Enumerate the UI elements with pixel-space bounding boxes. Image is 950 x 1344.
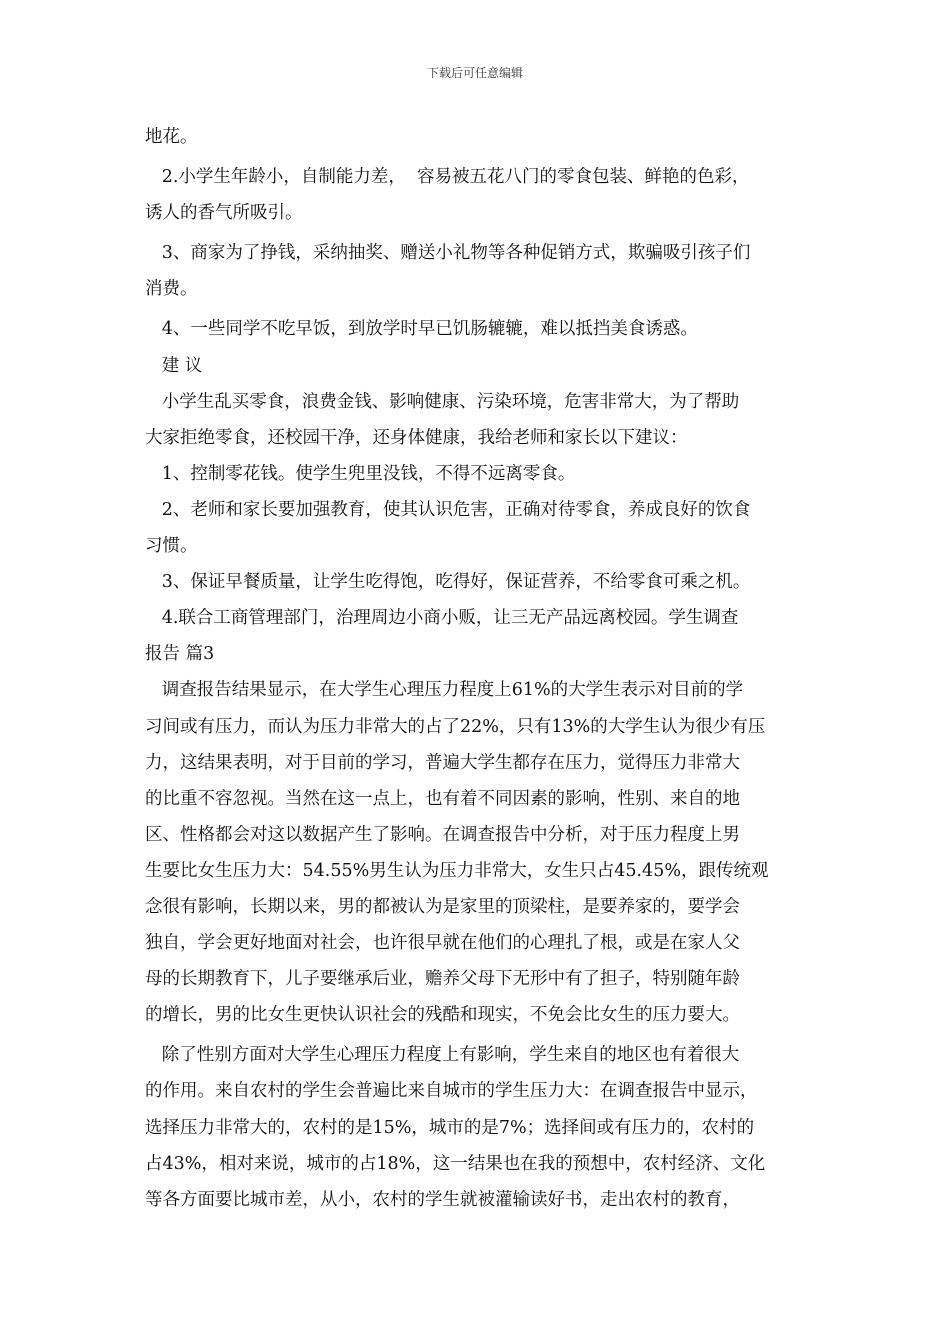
text-line: 习惯。 xyxy=(145,536,198,557)
text-line: 念很有影响，长期以来，男的都被认为是家里的顶梁柱，是要养家的，要学会 xyxy=(145,896,740,917)
text-line: 诱人的香气所吸引。 xyxy=(145,203,303,224)
text-line: 大家拒绝零食，还校园干净，还身体健康，我给老师和家长以下建议： xyxy=(145,427,688,448)
text-line: 选择压力非常大的，农村的是15%，城市的是7%；选择间或有压力的，农村的 xyxy=(145,1117,755,1138)
text-line: 占43%，相对来说，城市的占18%，这一结果也在我的预想中，农村经济、文化 xyxy=(145,1153,766,1174)
text-line: 2、老师和家长要加强教育，使其认识危害，正确对待零食，养成良好的饮食 xyxy=(145,499,751,520)
text-line: 1、控制零花钱。使学生兜里没钱，不得不远离零食。 xyxy=(145,463,576,484)
text-line: 4、一些同学不吃早饭，到放学时早已饥肠辘辘，难以抵挡美食诱惑。 xyxy=(145,319,698,340)
text-line: 3、商家为了挣钱，采纳抽奖、赠送小礼物等各种促销方式，欺骗吸引孩子们 xyxy=(145,243,751,264)
text-line: 等各方面要比城市差，从小，农村的学生就被灌输读好书，走出农村的教育， xyxy=(145,1189,740,1210)
text-line: 小学生乱买零食，浪费金钱、影响健康、污染环境，危害非常大，为了帮助 xyxy=(145,391,740,412)
text-line: 的作用。来自农村的学生会普遍比来自城市的学生压力大：在调查报告中显示， xyxy=(145,1081,758,1102)
text-line: 3、保证早餐质量，让学生吃得饱，吃得好，保证营养，不给零食可乘之机。 xyxy=(145,572,751,593)
text-line: 习间或有压力，而认为压力非常大的占了22%，只有13%的大学生认为很少有压 xyxy=(145,716,766,737)
text-line: 母的长期教育下，儿子要继承后业，赡养父母下无形中有了担子，特别随年龄 xyxy=(145,969,740,990)
section-heading: 建 议 xyxy=(145,355,203,376)
text-line: 地花。 xyxy=(145,127,198,147)
text-line: 2.小学生年龄小，自制能力差， 容易被五花八门的零食包装、鲜艳的色彩， xyxy=(145,167,750,188)
text-line: 力，这结果表明，对于目前的学习，普遍大学生都存在压力，觉得压力非常大 xyxy=(145,752,740,773)
text-line: 4.联合工商管理部门，治理周边小商小贩，让三无产品远离校园。学生调查 xyxy=(145,608,739,629)
text-line: 的比重不容忽视。当然在这一点上，也有着不同因素的影响，性别、来自的地 xyxy=(145,788,740,809)
text-line: 生要比女生压力大：54.55%男生认为压力非常大，女生只占45.45%，跟传统观 xyxy=(145,860,769,881)
text-line: 报告 篇3 xyxy=(145,644,215,665)
text-line: 调查报告结果显示，在大学生心理压力程度上61%的大学生表示对目前的学 xyxy=(145,680,744,701)
text-line: 的增长，男的比女生更快认识社会的残酷和现实，不免会比女生的压力要大。 xyxy=(145,1005,740,1026)
page-header: 下载后可任意编辑 xyxy=(426,66,523,80)
text-line: 区、性格都会对这以数据产生了影响。在调查报告中分析，对于压力程度上男 xyxy=(145,824,740,845)
text-line: 消费。 xyxy=(145,279,198,300)
text-line: 除了性别方面对大学生心理压力程度上有影响，学生来自的地区也有着很大 xyxy=(145,1045,740,1066)
document-body xyxy=(145,119,810,1218)
text-line: 独自，学会更好地面对社会，也许很早就在他们的心理扎了根，或是在家人父 xyxy=(145,933,740,954)
